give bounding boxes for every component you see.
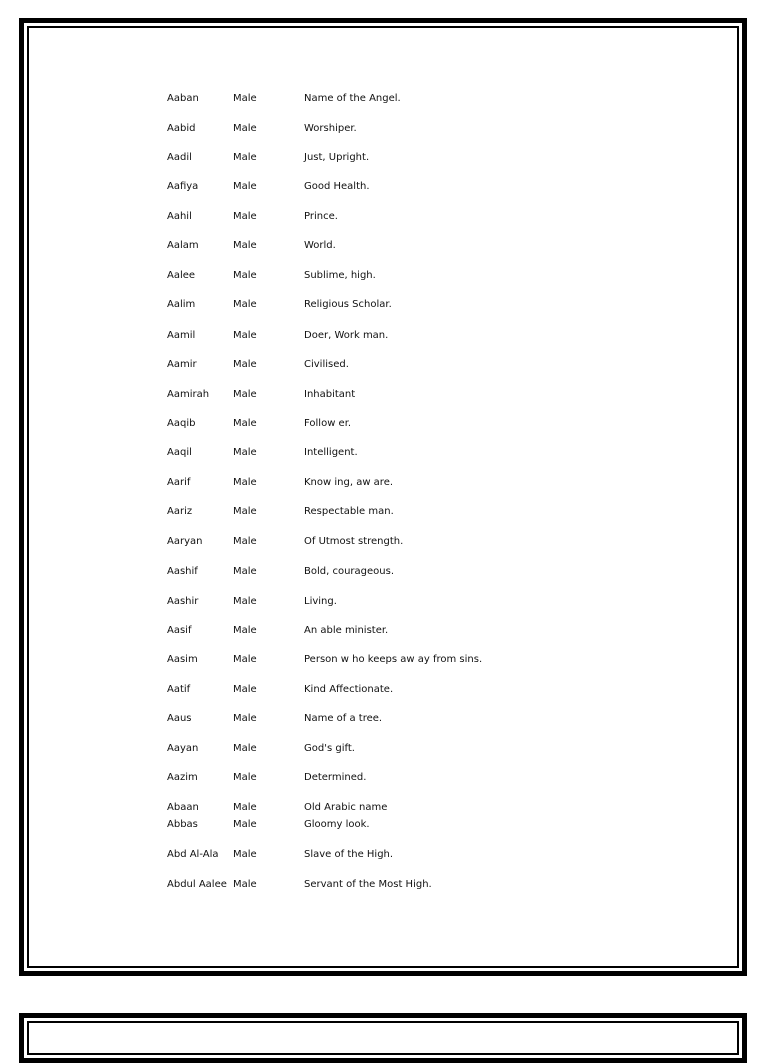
gender-cell: Male [233, 596, 257, 607]
name-cell: Aazim [167, 772, 198, 783]
gender-cell: Male [233, 819, 257, 830]
table-row [167, 210, 707, 224]
name-cell: Aaqib [167, 418, 196, 429]
table-row [167, 848, 707, 862]
table-row [167, 712, 707, 726]
table-row [167, 878, 707, 892]
gender-cell: Male [233, 359, 257, 370]
table-row [167, 535, 707, 549]
meaning-cell: Person w ho keeps aw ay from sins. [304, 654, 483, 665]
gender-cell: Male [233, 93, 257, 104]
gender-cell: Male [233, 447, 257, 458]
table-row [167, 771, 707, 785]
gender-cell: Male [233, 123, 257, 134]
table-row [167, 653, 707, 667]
name-cell: Aatif [167, 684, 191, 695]
table-row [167, 595, 707, 609]
gender-cell: Male [233, 879, 257, 890]
table-row [167, 298, 707, 312]
table-row [167, 151, 707, 165]
meaning-cell: World. [304, 240, 336, 251]
gender-cell: Male [233, 536, 257, 547]
name-cell: Aayan [167, 743, 199, 754]
name-cell: Abd Al-Ala [167, 849, 219, 860]
meaning-cell: Respectable man. [304, 506, 394, 517]
meaning-cell: God's gift. [304, 743, 355, 754]
gender-cell: Male [233, 270, 257, 281]
meaning-cell: Old Arabic name [304, 802, 388, 813]
gender-cell: Male [233, 713, 257, 724]
gender-cell: Male [233, 299, 257, 310]
meaning-cell: Prince. [304, 211, 338, 222]
table-row [167, 269, 707, 283]
gender-cell: Male [233, 684, 257, 695]
name-cell: Aariz [167, 506, 193, 517]
table-row [167, 476, 707, 490]
gender-cell: Male [233, 330, 257, 341]
table-row [167, 565, 707, 579]
next-page-border [19, 1013, 747, 1063]
meaning-cell: Religious Scholar. [304, 299, 392, 310]
gender-cell: Male [233, 211, 257, 222]
meaning-cell: Civilised. [304, 359, 349, 370]
name-cell: Aafiya [167, 181, 199, 192]
name-cell: Aamil [167, 330, 196, 341]
name-cell: Aalim [167, 299, 196, 310]
meaning-cell: Just, Upright. [304, 152, 370, 163]
meaning-cell: Bold, courageous. [304, 566, 394, 577]
gender-cell: Male [233, 181, 257, 192]
table-row [167, 329, 707, 343]
meaning-cell: Worshiper. [304, 123, 357, 134]
table-row [167, 239, 707, 253]
table-row [167, 818, 707, 832]
meaning-cell: Slave of the High. [304, 849, 394, 860]
gender-cell: Male [233, 772, 257, 783]
gender-cell: Male [233, 654, 257, 665]
name-cell: Abdul Aalee [167, 879, 227, 890]
table-row [167, 624, 707, 638]
next-page-inner-border [27, 1021, 739, 1055]
meaning-cell: Name of the Angel. [304, 93, 401, 104]
meaning-cell: Of Utmost strength. [304, 536, 404, 547]
table-row [167, 122, 707, 136]
gender-cell: Male [233, 802, 257, 813]
meaning-cell: Good Health. [304, 181, 370, 192]
name-cell: Aamir [167, 359, 197, 370]
meaning-cell: Servant of the Most High. [304, 879, 432, 890]
meaning-cell: Determined. [304, 772, 367, 783]
table-row [167, 358, 707, 372]
table-row [167, 801, 707, 815]
table-row [167, 683, 707, 697]
name-cell: Aaban [167, 93, 199, 104]
gender-cell: Male [233, 506, 257, 517]
name-cell: Aasif [167, 625, 192, 636]
meaning-cell: Name of a tree. [304, 713, 383, 724]
meaning-cell: Gloomy look. [304, 819, 370, 830]
gender-cell: Male [233, 152, 257, 163]
name-cell: Abaan [167, 802, 199, 813]
name-cell: Aashif [167, 566, 198, 577]
table-row [167, 446, 707, 460]
name-cell: Aaryan [167, 536, 203, 547]
gender-cell: Male [233, 743, 257, 754]
gender-cell: Male [233, 418, 257, 429]
table-row [167, 417, 707, 431]
name-cell: Aalam [167, 240, 199, 251]
table-row [167, 388, 707, 402]
table-row [167, 92, 707, 106]
meaning-cell: Inhabitant [304, 389, 356, 400]
gender-cell: Male [233, 477, 257, 488]
name-cell: Aahil [167, 211, 192, 222]
meaning-cell: Living. [304, 596, 337, 607]
meaning-cell: Know ing, aw are. [304, 477, 394, 488]
meaning-cell: An able minister. [304, 625, 389, 636]
name-cell: Aaqil [167, 447, 192, 458]
meaning-cell: Doer, Work man. [304, 330, 389, 341]
name-cell: Aalee [167, 270, 196, 281]
name-cell: Aamirah [167, 389, 210, 400]
name-cell: Aabid [167, 123, 196, 134]
gender-cell: Male [233, 849, 257, 860]
gender-cell: Male [233, 240, 257, 251]
name-cell: Abbas [167, 819, 198, 830]
meaning-cell: Kind Affectionate. [304, 684, 394, 695]
name-cell: Aashir [167, 596, 199, 607]
table-row [167, 505, 707, 519]
gender-cell: Male [233, 625, 257, 636]
table-row [167, 180, 707, 194]
name-cell: Aadil [167, 152, 192, 163]
meaning-cell: Intelligent. [304, 447, 358, 458]
name-cell: Aarif [167, 477, 191, 488]
meaning-cell: Sublime, high. [304, 270, 376, 281]
meaning-cell: Follow er. [304, 418, 352, 429]
gender-cell: Male [233, 389, 257, 400]
table-row [167, 742, 707, 756]
name-cell: Aasim [167, 654, 198, 665]
name-cell: Aaus [167, 713, 192, 724]
gender-cell: Male [233, 566, 257, 577]
